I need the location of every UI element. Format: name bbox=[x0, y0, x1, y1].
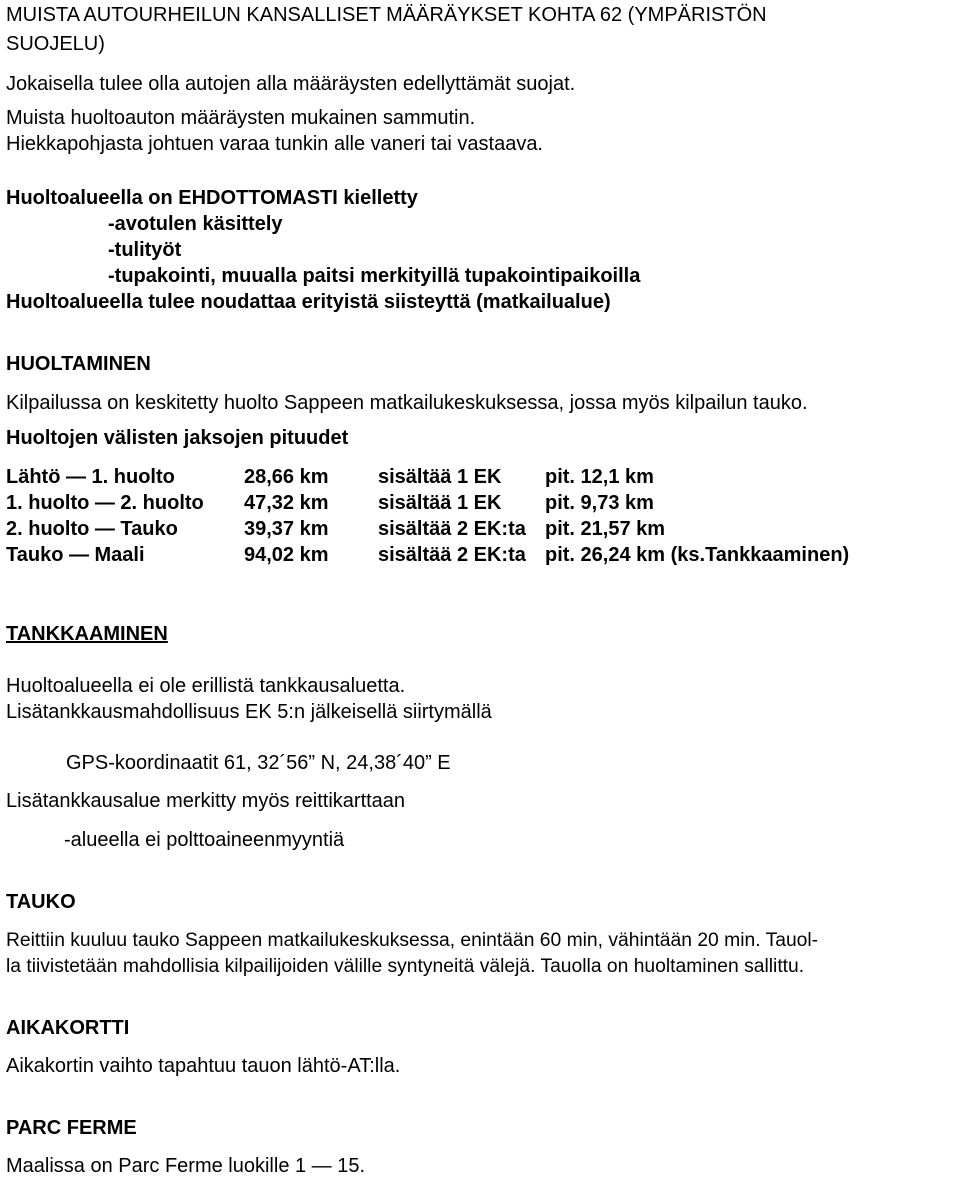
interval-row bbox=[0, 491, 960, 515]
title-line-1: MUISTA AUTOURHEILUN KANSALLISET MÄÄRÄYKSET KOHTA 62 (YMPÄRISTÖN bbox=[6, 4, 767, 26]
aikakortti-heading: AIKAKORTTI bbox=[6, 1017, 130, 1039]
interval-row bbox=[0, 517, 960, 541]
map-note: Lisätankkausalue merkitty myös reittikarttaan bbox=[6, 790, 406, 812]
tauko-line-2: la tiivistetään mahdollisia kilpailijoiden välille syntyneitä välejä. Tauolla on huoltaminen sallittu. bbox=[6, 956, 805, 977]
interval-stage: pit. 26,24 km (ks.Tankkaaminen) bbox=[545, 544, 850, 566]
tankkaaminen-possibility: Lisätankkausmahdollisuus EK 5:n jälkeisellä siirtymällä bbox=[6, 701, 492, 723]
interval-stage: pit. 21,57 km bbox=[545, 518, 666, 540]
prohibited-item: -tulityöt bbox=[108, 239, 182, 261]
interval-segment: Lähtö — 1. huolto bbox=[6, 466, 175, 488]
parc-ferme-heading: PARC FERME bbox=[6, 1117, 137, 1139]
intro-suojat: Jokaisella tulee olla autojen alla määräysten edellyttämät suojat. bbox=[6, 73, 576, 95]
intro-sammutin: Muista huoltoauton määräysten mukainen sammutin. bbox=[6, 107, 476, 129]
huoltaminen-heading: HUOLTAMINEN bbox=[6, 353, 151, 375]
interval-contains: sisältää 1 EK bbox=[378, 492, 502, 514]
tauko-line-1: Reittiin kuuluu tauko Sappeen matkailukeskuksessa, enintään 60 min, vähintään 20 min. Tauol- bbox=[6, 930, 819, 951]
tankkaaminen-no-area: Huoltoalueella ei ole erillistä tankkausaluetta. bbox=[6, 675, 406, 697]
no-fuel-sales: -alueella ei polttoaineenmyyntiä bbox=[64, 829, 345, 851]
interval-row bbox=[0, 465, 960, 489]
interval-distance: 28,66 km bbox=[244, 466, 329, 488]
aikakortti-text: Aikakortin vaihto tapahtuu tauon lähtö-AT:lla. bbox=[6, 1055, 401, 1077]
gps-coordinates: GPS-koordinaatit 61, 32´56” N, 24,38´40” E bbox=[66, 752, 451, 774]
interval-distance: 39,37 km bbox=[244, 518, 329, 540]
interval-contains: sisältää 2 EK:ta bbox=[378, 544, 526, 566]
interval-row bbox=[0, 543, 960, 567]
interval-segment: 2. huolto — Tauko bbox=[6, 518, 178, 540]
prohibited-item: -tupakointi, muualla paitsi merkityillä tupakointipaikoilla bbox=[108, 265, 641, 287]
interval-segment: Tauko — Maali bbox=[6, 544, 145, 566]
interval-stage: pit. 12,1 km bbox=[545, 466, 654, 488]
prohibited-item: -avotulen käsittely bbox=[108, 213, 283, 235]
interval-contains: sisältää 1 EK bbox=[378, 466, 502, 488]
parc-ferme-text: Maalissa on Parc Ferme luokille 1 — 15. bbox=[6, 1155, 366, 1177]
interval-segment: 1. huolto — 2. huolto bbox=[6, 492, 204, 514]
interval-stage: pit. 9,73 km bbox=[545, 492, 654, 514]
huoltaminen-text: Kilpailussa on keskitetty huolto Sappeen matkailukeskuksessa, jossa myös kilpailun tauko. bbox=[6, 392, 808, 414]
title-line-2: SUOJELU) bbox=[6, 33, 105, 55]
intervals-heading: Huoltojen välisten jaksojen pituudet bbox=[6, 427, 349, 449]
tankkaaminen-heading: TANKKAAMINEN bbox=[6, 623, 168, 645]
intro-vaneri: Hiekkapohjasta johtuen varaa tunkin alle vaneri tai vastaava. bbox=[6, 133, 543, 155]
interval-distance: 47,32 km bbox=[244, 492, 329, 514]
prohibited-heading: Huoltoalueella on EHDOTTOMASTI kielletty bbox=[6, 187, 418, 209]
cleanliness-note: Huoltoalueella tulee noudattaa erityistä siisteyttä (matkailualue) bbox=[6, 291, 611, 313]
interval-distance: 94,02 km bbox=[244, 544, 329, 566]
interval-contains: sisältää 2 EK:ta bbox=[378, 518, 526, 540]
tauko-heading: TAUKO bbox=[6, 891, 76, 913]
